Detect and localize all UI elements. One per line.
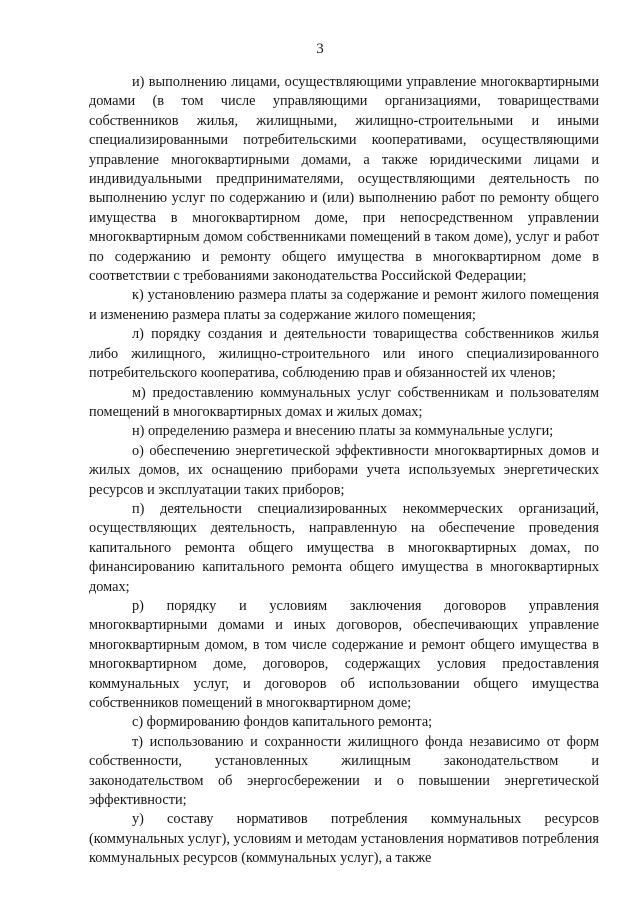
page-number: 3: [316, 41, 324, 57]
list-item-n: н) определению размера и внесению платы за коммунальные услуги;: [132, 423, 554, 440]
list-item-t: т) использованию и сохранности жилищного фонда независимо от форм собственности, установленных жилищным законодательством и законодательством об энергосбережении и о повышении энергетической эффективности;: [89, 733, 599, 809]
list-item-l: л) порядку создания и деятельности товарищества собственников жилья либо жилищного, жилищно-строительного или иного специализированного потребительского кооператива, соблюдению прав и обязанностей их членов;: [89, 326, 599, 382]
list-item-i: и) выполнению лицами, осуществляющими управление многоквартирными домами (в том числе управляющими организациями, товариществами собственников жилья, жилищными, жилищно-строительными и иными специализированными потребительскими кооперативами, осуществляющими управление многоквартирными домами, а также юридическими лицами и индивидуальными предпринимателями, осуществляющими деятельность по выполнению услуг по содержанию и (или) выполнению работ по ремонту общего имущества в многоквартирном доме, при непосредственном управлении многоквартирным домом собственниками помещений в таком доме), услуг и работ по содержанию и ремонту общего имущества в многоквартирном доме в соответствии с требованиями законодательства Российской Федерации;: [89, 74, 599, 285]
list-item-m: м) предоставлению коммунальных услуг собственникам и пользователям помещений в многоквартирных домах и жилых домах;: [89, 384, 599, 420]
document-body: [89, 73, 599, 869]
list-item-u: у) составу нормативов потребления коммунальных ресурсов (коммунальных услуг), условиям и методам установления нормативов потребления коммунальных ресурсов (коммунальных услуг), а также: [89, 811, 599, 867]
list-item-o: о) обеспечению энергетической эффективности многоквартирных домов и жилых домов, их оснащению приборами учета используемых энергетических ресурсов и эксплуатации таких приборов;: [89, 442, 599, 498]
list-item-s: с) формированию фондов капитального ремонта;: [132, 714, 433, 731]
list-item-k: к) установлению размера платы за содержание и ремонт жилого помещения и изменению размера платы за содержание жилого помещения;: [89, 287, 599, 323]
list-item-r: р) порядку и условиям заключения договоров управления многоквартирными домами и иных договоров, обеспечивающих управление многоквартирным домом, в том числе содержание и ремонт общего имущества в многоквартирном доме, договоров, содержащих условия предоставления коммунальных услуг, и договоров об использовании общего имущества собственников помещений в многоквартирном доме;: [89, 597, 599, 711]
list-item-p: п) деятельности специализированных некоммерческих организаций, осуществляющих деятельность, направленную на обеспечение проведения капитального ремонта общего имущества в многоквартирных домах, по финансированию капитального ремонта общего имущества в многоквартирных домах;: [89, 500, 599, 595]
